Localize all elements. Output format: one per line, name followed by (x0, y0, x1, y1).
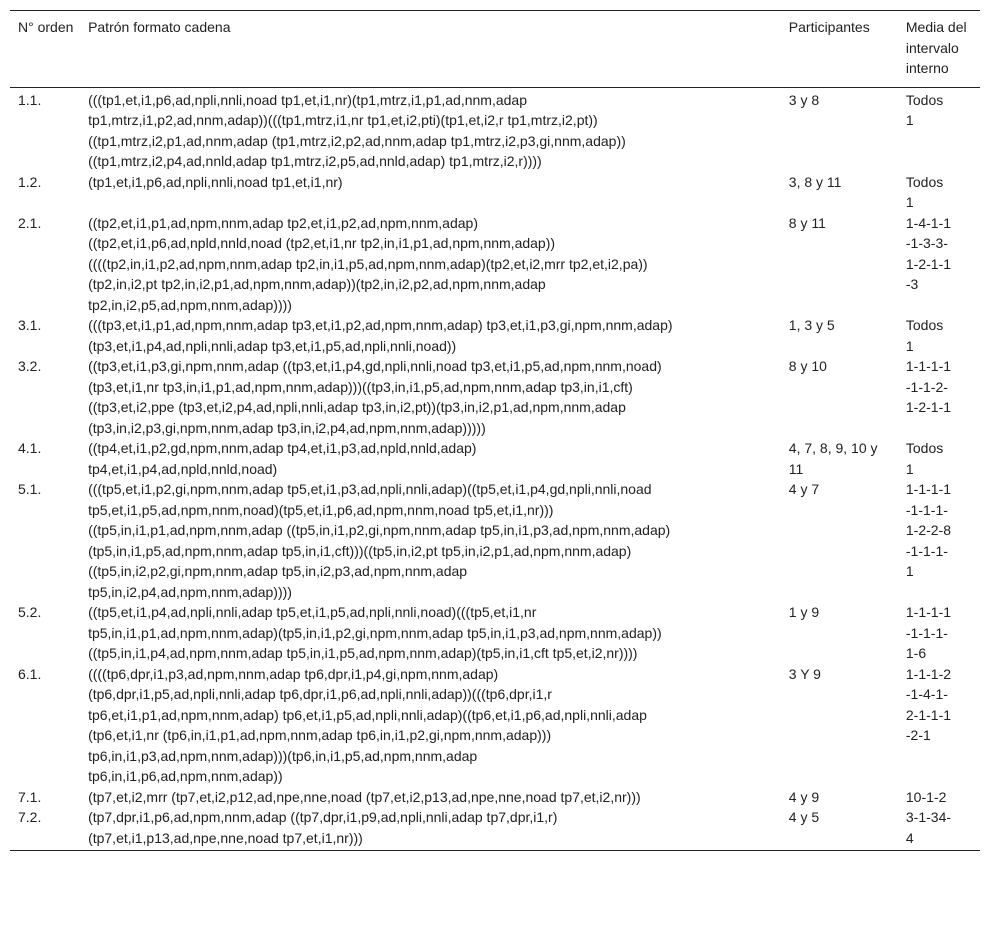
cell-participantes: 8 y 11 (788, 214, 826, 231)
patron-line: (tp7,et,i2,mrr (tp7,et,i2,p12,ad,npe,nne,noad (tp7,et,i2,p13,ad,npe,nne,noad tp7,et,i2,nr))) (88, 788, 641, 805)
cell-orden: 3.2. (18, 358, 42, 374)
patron-line: (tp3,et,i1,nr tp3,in,i1,p1,ad,npm,nnm,adap)))((tp3,in,i1,p5,ad,npm,nnm,adap tp3,in,i1,cft) (88, 378, 633, 395)
patron-line: tp6,in,i1,p3,ad,npm,nnm,adap)))(tp6,in,i1,p5,ad,npm,nnm,adap (88, 747, 478, 764)
cell-participantes: 3 y 8 (788, 91, 820, 108)
cell-media (900, 315, 980, 356)
patron-line: ((tp4,et,i1,p2,gd,npm,nnm,adap tp4,et,i1,p3,ad,npld,nnld,adap) (88, 440, 477, 456)
table-container (10, 10, 980, 851)
patron-line: tp6,in,i1,p6,ad,npm,nnm,adap)) (88, 768, 283, 784)
patron-line: tp2,in,i2,p5,ad,npm,nnm,adap)))) (88, 296, 292, 313)
cell-media (900, 479, 980, 602)
cell-orden: 5.2. (18, 604, 42, 620)
cell-media (900, 213, 980, 316)
cell-patron (82, 787, 783, 808)
cell-patron (82, 356, 783, 438)
table-row (10, 356, 980, 438)
media-value: Todos 1 (905, 440, 944, 477)
media-value: Todos 1 (905, 91, 944, 128)
patron-line: ((tp1,mtrz,i2,p1,ad,nnm,adap (tp1,mtrz,i2,p2,ad,nnm,adap tp1,mtrz,i2,p3,gi,nnm,adap)) (88, 132, 626, 149)
media-value: 10-1-2 (905, 788, 947, 805)
cell-orden: 7.2. (10, 807, 82, 851)
patron-line: ((tp5,in,i1,p4,ad,npm,nnm,adap tp5,in,i1,p5,ad,npm,nnm,adap)(tp5,in,i1,cft tp5,et,i2,nr)))) (88, 645, 638, 661)
cell-orden: 4.1. (18, 440, 42, 456)
cell-orden: 1.2. (18, 173, 42, 190)
patron-line: tp5,in,i2,p4,ad,npm,nnm,adap)))) (88, 583, 292, 600)
cell-participantes: 4, 7, 8, 9, 10 y 11 (788, 440, 878, 477)
cell-media (900, 807, 980, 851)
cell-patron (82, 807, 783, 851)
patron-line: ((tp1,mtrz,i2,p4,ad,nnld,adap tp1,mtrz,i2,p5,ad,nnld,adap) tp1,mtrz,i2,r)))) (88, 153, 542, 169)
patron-line: ((((tp2,in,i1,p2,ad,npm,nnm,adap tp2,in,i1,p5,ad,npm,nnm,adap)(tp2,et,i2,mrr tp2,et,i2,pa)) (88, 255, 648, 272)
patron-line: (tp5,in,i1,p5,ad,npm,nnm,adap tp5,in,i1,cft)))((tp5,in,i2,pt tp5,in,i2,p1,ad,npm,nnm,adap) (88, 542, 632, 559)
media-value: 1-1-1-2-1-4-1-2-1-1-1-2-1 (905, 665, 952, 743)
patron-line: (tp1,et,i1,p6,ad,npli,nnli,noad tp1,et,i1,nr) (88, 173, 343, 190)
cell-media (900, 438, 980, 479)
cell-patron (82, 438, 783, 479)
header-patron: Patrón formato cadena (82, 11, 783, 88)
table-row (10, 87, 980, 172)
cell-orden: 2.1. (18, 214, 42, 231)
patron-line: ((tp5,in,i1,p1,ad,npm,nnm,adap ((tp5,in,i1,p2,gi,npm,nnm,adap tp5,in,i1,p3,ad,npm,nnm,adap) (88, 522, 671, 538)
cell-orden: 1.1. (18, 91, 42, 108)
cell-participantes: 4 y 7 (788, 481, 820, 497)
patron-line: ((tp3,et,i2,ppe (tp3,et,i2,p4,ad,npli,nnli,adap tp3,in,i2,pt))(tp3,in,i2,p1,ad,npm,nnm,adap (88, 399, 626, 415)
cell-participantes: 4 y 9 (788, 788, 820, 805)
media-value: Todos 1 (905, 317, 944, 354)
table-row (10, 315, 980, 356)
patron-line: (tp7,et,i1,p13,ad,npe,nne,noad tp7,et,i1,nr))) (88, 829, 363, 846)
cell-media (900, 356, 980, 438)
media-value: 1-1-1-1-1-1-2-1-2-1-1 (905, 358, 952, 415)
table-row (10, 807, 980, 851)
patron-line: (tp7,dpr,i1,p6,ad,npm,nnm,adap ((tp7,dpr,i1,p9,ad,npli,nnli,adap tp7,dpr,i1,r) (88, 809, 558, 825)
cell-participantes: 8 y 10 (788, 358, 827, 374)
cell-media (900, 787, 980, 808)
patron-line: ((((tp6,dpr,i1,p3,ad,npm,nnm,adap tp6,dpr,i1,p4,gi,npm,nnm,adap) (88, 665, 499, 682)
patron-line: (tp2,in,i2,pt tp2,in,i2,p1,ad,npm,nnm,adap))(tp2,in,i2,p2,ad,npm,nnm,adap (88, 276, 546, 292)
patron-line: (((tp5,et,i1,p2,gi,npm,nnm,adap tp5,et,i1,p3,ad,npli,nnli,adap)((tp5,et,i1,p4,gd,npli,nnli,noad (88, 481, 652, 497)
cell-participantes: 3, 8 y 11 (788, 173, 842, 190)
cell-media (900, 664, 980, 787)
cell-orden: 3.1. (18, 317, 42, 333)
media-value: Todos 1 (905, 173, 944, 210)
cell-patron (82, 87, 783, 172)
patron-line: ((tp5,in,i2,p2,gi,npm,nnm,adap tp5,in,i2,p3,ad,npm,nnm,adap (88, 563, 468, 579)
patron-line: ((tp3,et,i1,p3,gi,npm,nnm,adap ((tp3,et,i1,p4,gd,npli,nnli,noad tp3,et,i1,p5,ad,npm,nnm,noad) (88, 358, 662, 374)
cell-patron (82, 602, 783, 664)
media-value: 3-1-34-4 (905, 809, 952, 846)
table-row (10, 479, 980, 602)
patron-line: tp4,et,i1,p4,ad,npld,nnld,noad) (88, 460, 278, 477)
pattern-table (10, 10, 980, 851)
patron-line: (tp6,dpr,i1,p5,ad,npli,nnli,adap tp6,dpr,i1,p6,ad,npli,nnli,adap))(((tp6,dpr,i1,r (88, 686, 552, 702)
table-row (10, 602, 980, 664)
patron-line: (((tp3,et,i1,p1,ad,npm,nnm,adap tp3,et,i1,p2,ad,npm,nnm,adap) tp3,et,i1,p3,gi,npm,nnm,adap) (88, 317, 673, 333)
patron-line: (((tp1,et,i1,p6,ad,npli,nnli,noad tp1,et,i1,nr)(tp1,mtrz,i1,p1,ad,nnm,adap (88, 91, 527, 108)
header-row (10, 11, 980, 88)
cell-media (900, 172, 980, 213)
header-orden: N° orden (10, 11, 82, 88)
media-value: 1-4-1-1-1-3-3-1-2-1-1-3 (905, 214, 952, 292)
header-media: Media del intervalo interno (900, 11, 980, 88)
cell-orden: 5.1. (18, 481, 42, 497)
cell-orden: 6.1. (18, 665, 42, 682)
cell-media (900, 602, 980, 664)
patron-line: tp5,in,i1,p1,ad,npm,nnm,adap)(tp5,in,i1,p2,gi,npm,nnm,adap tp5,in,i1,p3,ad,npm,nnm,adap)) (88, 624, 662, 641)
patron-line: tp5,et,i1,p5,ad,npm,nnm,noad)(tp5,et,i1,p6,ad,npm,nnm,noad tp5,et,i1,nr))) (88, 501, 554, 518)
cell-participantes: 1 y 9 (788, 604, 820, 620)
header-participantes: Participantes (783, 11, 900, 88)
cell-orden: 7.1. (18, 788, 42, 805)
cell-participantes: 3 Y 9 (788, 665, 821, 682)
patron-line: tp6,et,i1,p1,ad,npm,nnm,adap) tp6,et,i1,p5,ad,npli,nnli,adap)((tp6,et,i1,p6,ad,npli,nnli,adap (88, 706, 647, 723)
cell-patron (82, 213, 783, 316)
table-row (10, 664, 980, 787)
table-row (10, 172, 980, 213)
patron-line: (tp3,in,i2,p3,gi,npm,nnm,adap tp3,in,i2,p4,ad,npm,nnm,adap))))) (88, 419, 486, 436)
cell-patron (82, 315, 783, 356)
table-row (10, 787, 980, 808)
table-body (10, 87, 980, 851)
cell-media (900, 87, 980, 172)
patron-line: ((tp2,et,i1,p6,ad,npld,nnld,noad (tp2,et,i1,nr tp2,in,i1,p1,ad,npm,nnm,adap)) (88, 235, 556, 251)
patron-line: (tp3,et,i1,p4,ad,npli,nnli,adap tp3,et,i1,p5,ad,npli,nnli,noad)) (88, 337, 457, 354)
patron-line: ((tp2,et,i1,p1,ad,npm,nnm,adap tp2,et,i1,p2,ad,npm,nnm,adap) (88, 214, 478, 231)
media-value: 1-1-1-1-1-1-1-1-2-2-8-1-1-1-1 (905, 481, 952, 579)
cell-participantes: 1, 3 y 5 (788, 317, 835, 333)
cell-patron (82, 479, 783, 602)
patron-line: tp1,mtrz,i1,p2,ad,nnm,adap))(((tp1,mtrz,i1,nr tp1,et,i2,pti)(tp1,et,i2,r tp1,mtrz,i2,pt)) (88, 112, 598, 128)
table-row (10, 438, 980, 479)
table-row (10, 213, 980, 316)
patron-line: ((tp5,et,i1,p4,ad,npli,nnli,adap tp5,et,i1,p5,ad,npli,nnli,noad)(((tp5,et,i1,nr (88, 604, 537, 620)
cell-patron (82, 664, 783, 787)
patron-line: (tp6,et,i1,nr (tp6,in,i1,p1,ad,npm,nnm,adap tp6,in,i1,p2,gi,npm,nnm,adap))) (88, 727, 552, 743)
cell-participantes: 4 y 5 (783, 807, 900, 851)
media-value: 1-1-1-1-1-1-1-1-6 (905, 604, 952, 661)
cell-patron (82, 172, 783, 213)
